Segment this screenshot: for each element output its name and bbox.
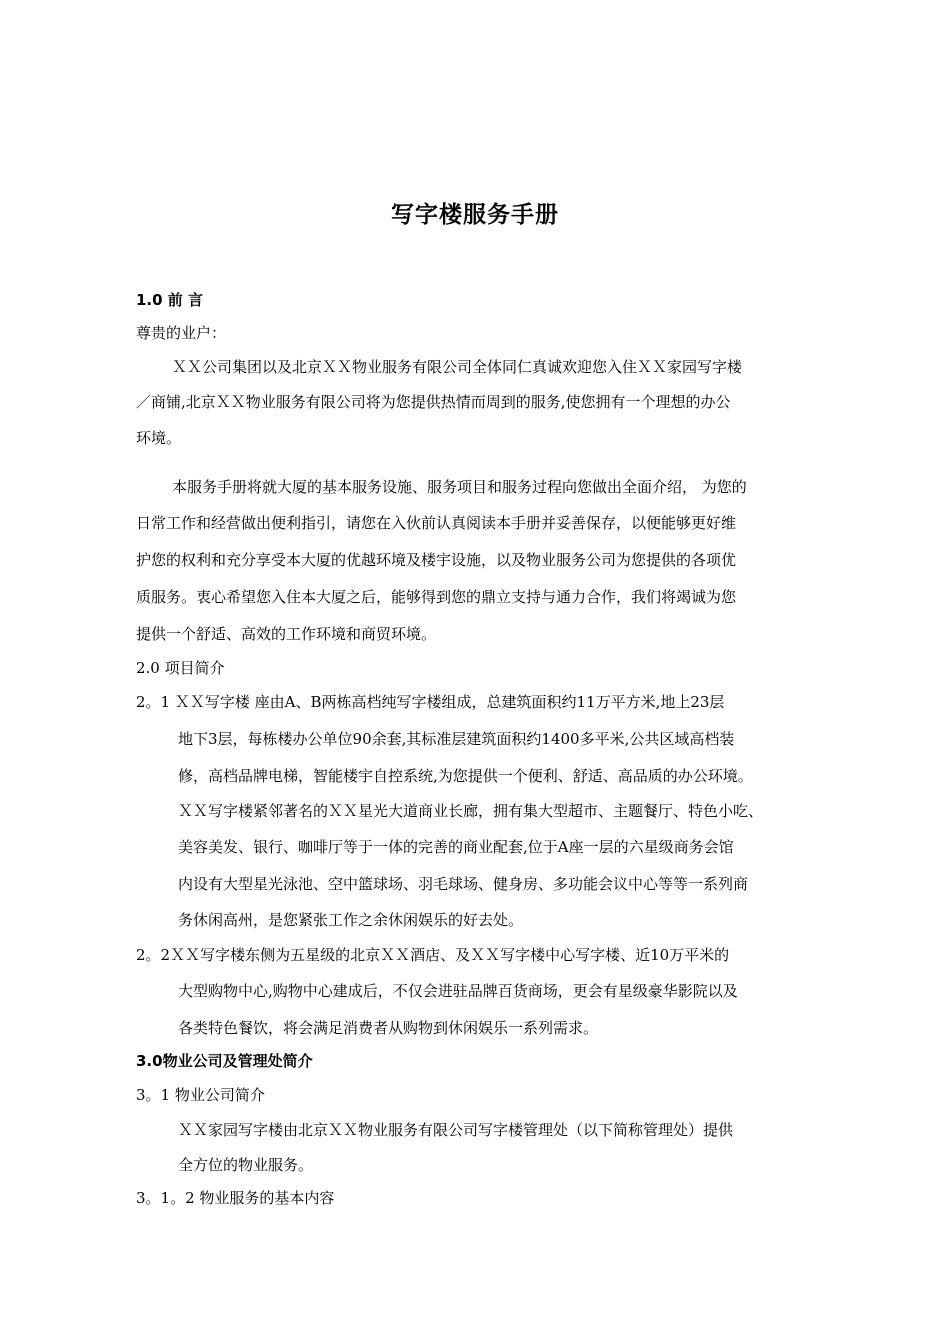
paragraph-line: 提供一个舒适、高效的工作环境和商贸环境。	[136, 625, 437, 643]
paragraph-line: ＸＸ写字楼紧邻著名的ＸＸ星光大道商业长廊，拥有集大型超市、主题餐厅、特色小吃、	[178, 802, 764, 820]
paragraph-line: 本服务手册将就大厦的基本服务设施、服务项目和服务过程向您做出全面介绍， 为您的	[172, 478, 747, 496]
section-heading-project: 2.0 项目简介	[136, 659, 225, 677]
paragraph-line: 2。1 ＸＸ写字楼 座由A、B两栋高档纯写字楼组成，总建筑面积约11万平方米,地上23层	[136, 693, 725, 711]
subsection-heading: 3。1 物业公司简介	[136, 1086, 265, 1104]
section-heading-property: 3.0物业公司及管理处简介	[136, 1052, 313, 1070]
paragraph-line: 日常工作和经营做出便利指引，请您在入伙前认真阅读本手册并妥善保存，以便能够更好维	[136, 514, 737, 532]
section-heading-preface: 1.0 前 言	[136, 291, 204, 309]
paragraph-line: ＸＸ家园写字楼由北京ＸＸ物业服务有限公司写字楼管理处（以下简称管理处）提供	[178, 1121, 734, 1139]
paragraph-line: 环境。	[136, 429, 182, 447]
paragraph-line: 修，高档品牌电梯，智能楼宇自控系统,为您提供一个便利、舒适、高品质的办公环境。	[178, 767, 753, 785]
paragraph-line: 2。2ＸＸ写字楼东侧为五星级的北京ＸＸ酒店、及ＸＸ写字楼中心写字楼、近10万平米的	[136, 946, 730, 964]
paragraph-line: ／商铺,北京ＸＸ物业服务有限公司将为您提供热情而周到的服务,使您拥有一个理想的办公	[136, 393, 731, 411]
paragraph-line: 务休闲高州，是您紧张工作之余休闲娱乐的好去处。	[178, 911, 524, 929]
paragraph-line: 大型购物中心,购物中心建成后，不仅会进驻品牌百货商场，更会有星级豪华影院以及	[178, 982, 738, 1000]
paragraph-line: 地下3层，每栋楼办公单位90余套,其标准层建筑面积约1400多平米,公共区域高档装	[178, 730, 735, 748]
paragraph-line: 护您的权利和充分享受本大厦的优越环境及楼宇设施，以及物业服务公司为您提供的各项优	[136, 551, 737, 569]
paragraph-line: 质服务。衷心希望您入住本大厦之后，能够得到您的鼎立支持与通力合作，我们将竭诚为您	[136, 588, 737, 606]
document-title: 写字楼服务手册	[391, 202, 559, 228]
subsection-heading: 3。1。2 物业服务的基本内容	[136, 1189, 335, 1207]
paragraph-line: 美容美发、银行、咖啡厅等于一体的完善的商业配套,位于A座一层的六星级商务会馆	[178, 838, 734, 856]
paragraph-line: ＸＸ公司集团以及北京ＸＸ物业服务有限公司全体同仁真诚欢迎您入住ＸＸ家园写字楼	[172, 358, 743, 376]
paragraph-line: 各类特色餐饮，将会满足消费者从购物到休闲娱乐一系列需求。	[178, 1019, 599, 1037]
paragraph-line: 内设有大型星光泳池、空中篮球场、羽毛球场、健身房、多功能会议中心等等一系列商	[178, 875, 749, 893]
salutation: 尊贵的业户：	[136, 324, 227, 342]
paragraph-line: 全方位的物业服务。	[178, 1156, 314, 1174]
